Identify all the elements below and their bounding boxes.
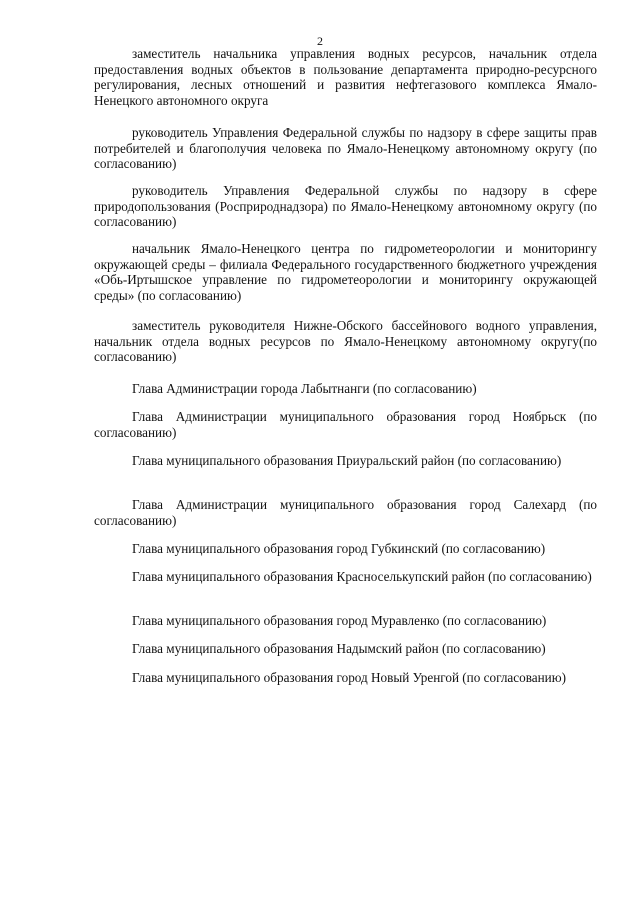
list-item: Глава муниципального образования Надымский район (по согласованию) (132, 641, 546, 656)
list-item: Глава муниципального образования город Муравленко (по согласованию) (132, 613, 547, 628)
list-item: Глава муниципального образования Красноселькупский район (по согласованию) (132, 569, 592, 584)
list-item: Глава муниципального образования Приуральский район (по согласованию) (132, 453, 562, 468)
list-item: начальник Ямало-Ненецкого центра по гидрометеорологии и мониторингу окружающей среды – филиала Федерального государственного бюджетного учреждения «Обь-Иртышское управление по гидрометеорологии и мониторингу окружающей среды» (по согласованию) (94, 241, 597, 303)
list-item: руководитель Управления Федеральной службы по надзору в сфере природопользования (Росприроднадзора) по Ямало-Ненецкому автономному округу (по согласованию) (94, 183, 597, 230)
list-item: Глава Администрации муниципального образования город Салехард (по согласованию) (94, 497, 597, 528)
list-item: заместитель начальника управления водных ресурсов, начальник отдела предоставления водных объектов в пользование департамента природно-ресурсного регулирования, лесных отношений и развития нефтегазового комплекса Ямало-Ненецкого автономного округа (94, 46, 597, 108)
page-number: 2 (317, 34, 323, 48)
list-item: заместитель руководителя Нижне-Обского бассейнового водного управления, начальник отдела водных ресурсов по Ямало-Ненецкому автономному округу(по согласованию) (94, 318, 597, 365)
list-item: Глава Администрации муниципального образования город Ноябрьск (по согласованию) (94, 409, 597, 440)
list-item: Глава муниципального образования город Губкинский (по согласованию) (132, 541, 546, 556)
list-item: Глава Администрации города Лабытнанги (по согласованию) (132, 381, 477, 396)
list-item: Глава муниципального образования город Новый Уренгой (по согласованию) (132, 670, 566, 685)
list-item: руководитель Управления Федеральной службы по надзору в сфере защиты прав потребителей и благополучия человека по Ямало-Ненецкому автономному округу (по согласованию) (94, 125, 597, 172)
